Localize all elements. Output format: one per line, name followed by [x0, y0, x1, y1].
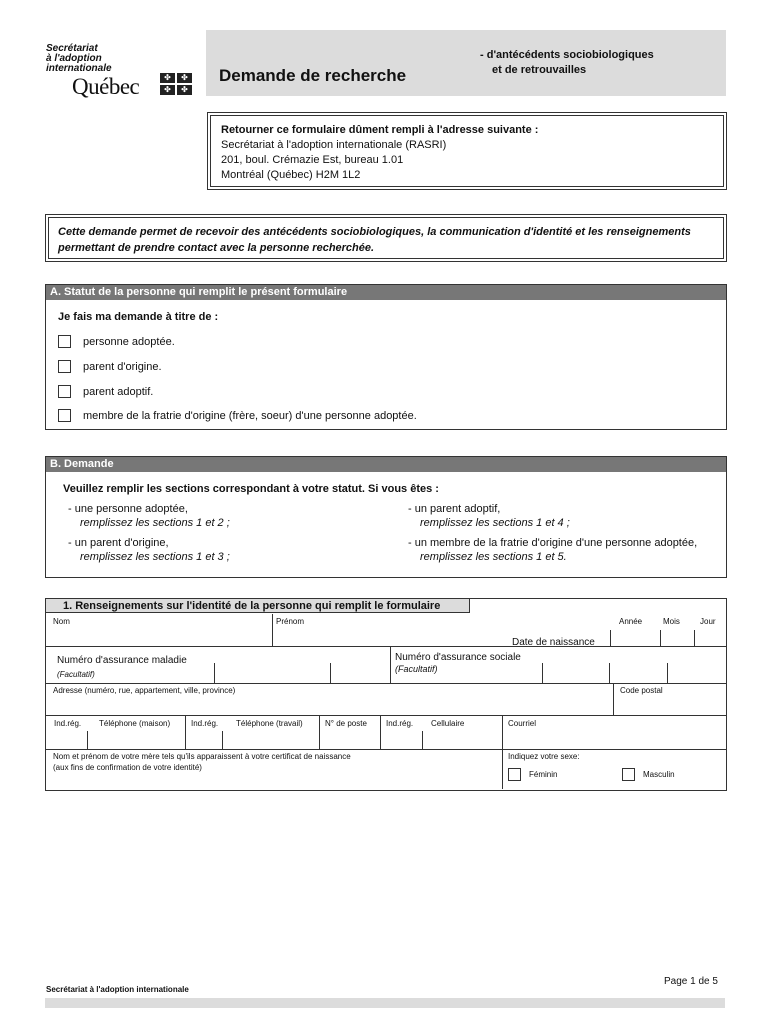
section-1-form: [45, 598, 727, 791]
address-heading: Retourner ce formulaire dûment rempli à l'adresse suivante :: [221, 124, 539, 136]
section-a-header: A. Statut de la personne qui remplit le présent formulaire: [46, 285, 726, 300]
section-b-header: B. Demande: [46, 457, 726, 472]
address-line: 201, boul. Crémazie Est, bureau 1.01: [221, 154, 404, 166]
status-item: - une personne adoptée, remplissez les sections 1 et 2 ;: [68, 503, 230, 529]
section-1-header: 1. Renseignements sur l'identité de la personne qui remplit le formulaire: [46, 599, 470, 613]
address-line: Montréal (Québec) H2M 1L2: [221, 169, 361, 181]
adresse-field[interactable]: [53, 696, 608, 714]
date-naissance-label: Date de naissance: [512, 637, 595, 648]
courriel-field[interactable]: [506, 731, 724, 749]
checkbox-feminin[interactable]: [508, 768, 521, 781]
nas-field[interactable]: [543, 663, 726, 683]
option-parent-origine: parent d'origine.: [58, 360, 162, 373]
footer-bar: [45, 998, 725, 1008]
footer-organization: Secrétariat à l'adoption internationale: [46, 985, 189, 994]
jour-label: Jour: [700, 617, 716, 626]
mere-field[interactable]: [53, 774, 498, 788]
annee-label: Année: [619, 617, 643, 626]
section-b: [45, 456, 727, 578]
checkbox-parent-adoptif[interactable]: [58, 385, 71, 398]
tel-travail-field[interactable]: [186, 731, 318, 749]
checkbox-personne-adoptee[interactable]: [58, 335, 71, 348]
fleur-de-lis-flag-icon: ✤ ✤ ✤ ✤: [160, 73, 192, 95]
indreg-maison-label: Ind.rég.: [54, 719, 82, 728]
form-subtitle: - d'antécédents sociobiologiques et de retrouvailles: [480, 49, 654, 76]
nom-field[interactable]: [53, 627, 268, 645]
code-postal-label: Code postal: [620, 686, 663, 695]
nas-label: Numéro d'assurance sociale: [395, 652, 521, 663]
prenom-label: Prénom: [276, 617, 305, 626]
tel-maison-label: Téléphone (maison): [99, 719, 171, 728]
section-a-prompt: Je fais ma demande à titre de :: [58, 311, 219, 323]
tel-travail-label: Téléphone (travail): [236, 719, 303, 728]
date-naissance-field[interactable]: [611, 629, 725, 646]
mere-label: Nom et prénom de votre mère tels qu'ils apparaissent à votre certificat de naissance: [53, 752, 351, 761]
indreg-travail-label: Ind.rég.: [191, 719, 219, 728]
section-a: [45, 284, 727, 430]
option-feminin: Féminin: [508, 768, 557, 781]
code-postal-field[interactable]: [616, 696, 724, 714]
status-item: - un membre de la fratrie d'origine d'une personne adoptée, remplissez les sections 1 et 5.: [408, 537, 698, 563]
adresse-label: Adresse (numéro, rue, appartement, ville, province): [53, 686, 236, 695]
quebec-wordmark: Québec: [72, 74, 140, 99]
courriel-label: Courriel: [508, 719, 537, 728]
form-title: Demande de recherche: [219, 66, 407, 85]
intro-text: Cette demande permet de recevoir des antécédents sociobiologiques, la communication d'identité et les renseignements permettant de prendre contact avec la personne recherchée.: [48, 217, 724, 259]
section-b-prompt: Veuillez remplir les sections correspondant à votre statut. Si vous êtes :: [63, 483, 439, 495]
option-parent-adoptif: parent adoptif.: [58, 385, 153, 398]
checkbox-parent-origine[interactable]: [58, 360, 71, 373]
cellulaire-label: Cellulaire: [431, 719, 465, 728]
mere-sublabel: (aux fins de confirmation de votre identité): [53, 763, 202, 772]
cellulaire-field[interactable]: [381, 731, 501, 749]
mois-label: Mois: [663, 617, 680, 626]
poste-field[interactable]: [320, 731, 379, 749]
organization-name: Secrétariat à l'adoption internationale: [46, 43, 112, 74]
address-line: Secrétariat à l'adoption internationale (RASRI): [221, 139, 447, 151]
status-item: - un parent d'origine, remplissez les sections 1 et 3 ;: [68, 537, 230, 563]
option-personne-adoptee: personne adoptée.: [58, 335, 175, 348]
checkbox-masculin[interactable]: [622, 768, 635, 781]
option-membre-fratrie: membre de la fratrie d'origine (frère, soeur) d'une personne adoptée.: [58, 409, 417, 422]
status-item: - un parent adoptif, remplissez les sections 1 et 4 ;: [408, 503, 570, 529]
nam-field[interactable]: [215, 663, 389, 683]
page-number: Page 1 de 5: [664, 976, 718, 987]
intro-box: [45, 214, 727, 262]
sexe-label: Indiquez votre sexe:: [508, 752, 580, 761]
nam-optional-label: (Facultatif): [57, 670, 95, 679]
nam-label: Numéro d'assurance maladie: [57, 655, 187, 666]
option-masculin: Masculin: [622, 768, 675, 781]
nas-optional-label: (Facultatif): [395, 664, 438, 674]
indreg-cellulaire-label: Ind.rég.: [386, 719, 414, 728]
prenom-field[interactable]: [276, 627, 496, 645]
checkbox-membre-fratrie[interactable]: [58, 409, 71, 422]
poste-label: N° de poste: [325, 719, 367, 728]
nom-label: Nom: [53, 617, 70, 626]
return-address-box: [207, 112, 727, 190]
tel-maison-field[interactable]: [48, 731, 184, 749]
